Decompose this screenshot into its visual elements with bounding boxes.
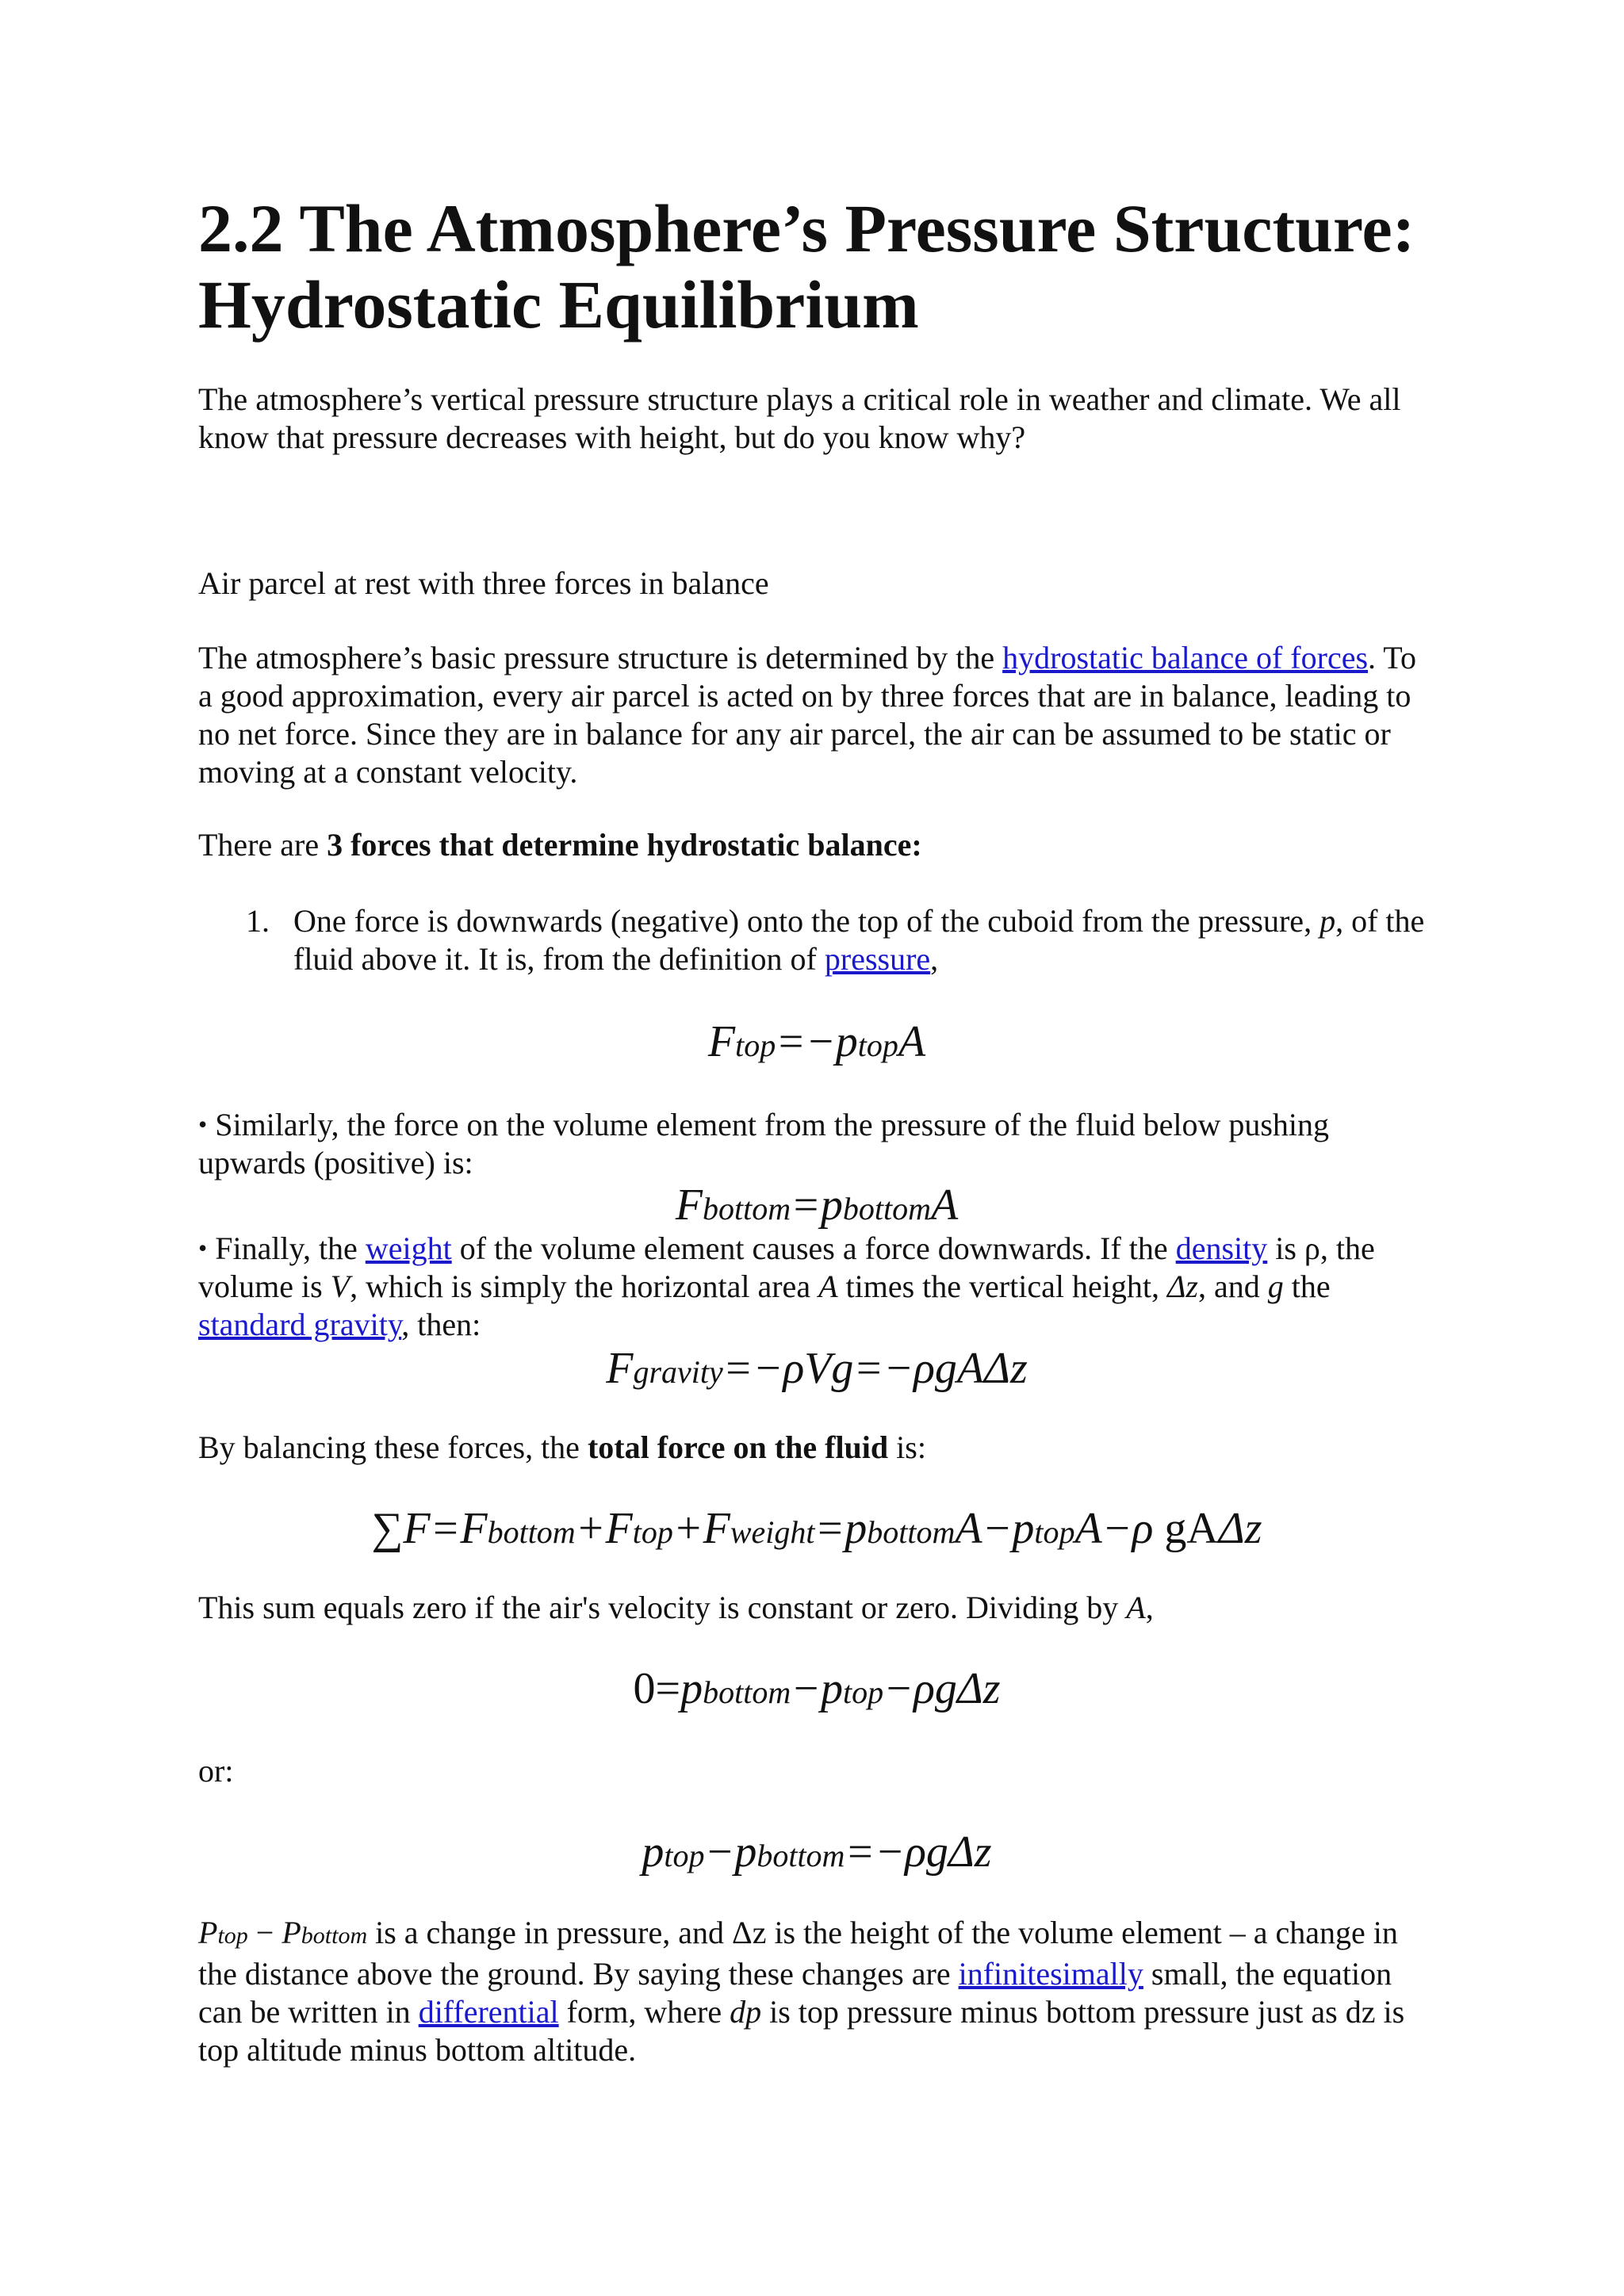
equation-total-force: [198, 1505, 1435, 1556]
or-text: or:: [198, 1753, 234, 1789]
subscript: bottom: [301, 1923, 368, 1949]
text: of the volume element causes a force downwards. If the: [451, 1230, 1176, 1266]
text: , which is simply the horizontal area: [350, 1269, 819, 1304]
text: By balancing these forces, the: [198, 1429, 588, 1465]
eq-subscript: bottom: [842, 1191, 932, 1226]
text: times the vertical height,: [837, 1269, 1167, 1304]
var-v: V: [330, 1269, 350, 1304]
eq-subscript: top: [843, 1674, 884, 1710]
figure-caption: Air parcel at rest with three forces in balance: [198, 565, 769, 601]
page-title: 2.2 The Atmosphere’s Pressure Structure: Hydrostatic Equilibrium: [198, 190, 1415, 342]
eq-subscript: bottom: [867, 1514, 956, 1550]
text: is a change in pressure, and Δz is the height of the volume element – a change in the distance above the ground. By saying these changes are: [198, 1915, 1398, 1992]
text: Finally, the: [215, 1230, 366, 1266]
text: ,: [930, 941, 939, 977]
equation-pressure-difference: [198, 1828, 1435, 1880]
eq-part: p: [820, 1181, 843, 1230]
text: This sum equals zero if the air's velocity is constant or zero. Dividing by: [198, 1590, 1127, 1625]
eq-part: −p: [704, 1827, 757, 1877]
eq-part: p: [835, 1017, 858, 1066]
link-standard-gravity[interactable]: standard gravity: [198, 1307, 402, 1342]
eq-part: A−p: [955, 1504, 1035, 1553]
eq-part: =−: [776, 1017, 836, 1066]
eq-part: +F: [575, 1504, 633, 1553]
list-item-1: [246, 902, 1435, 978]
var-p: p: [1320, 903, 1336, 939]
eq-part: A: [931, 1181, 959, 1230]
eq-part: p: [680, 1664, 703, 1713]
eq-subscript: top: [632, 1514, 673, 1550]
text: , of the fluid above it. It is, from the definition of: [293, 903, 1425, 977]
eq-subscript: top: [735, 1027, 776, 1063]
bullet-icon: •: [198, 1234, 208, 1262]
bold-text: total force on the fluid: [587, 1429, 889, 1465]
text: . To a good approximation, every air parcel is acted on by three forces that are in balance, leading to no net force. Since they are in balance for any air parcel, the air can be assumed to be static or moving at a constant velocity.: [198, 640, 1416, 790]
eq-subscript: top: [857, 1027, 898, 1063]
paragraph-balancing: [198, 1429, 1435, 1467]
bullet-finally: [198, 1229, 1435, 1344]
text: is top pressure minus bottom pressure just as dz is top altitude minus bottom altitude.: [198, 1994, 1405, 2068]
text: is ρ, the volume is: [198, 1230, 1375, 1304]
text: ,: [1145, 1590, 1154, 1625]
text: small, the equation can be written in: [198, 1956, 1392, 2030]
var-p: P: [282, 1915, 301, 1950]
eq-part: −p: [791, 1664, 844, 1713]
eq-part: =−ρVg=−ρgAΔz: [722, 1344, 1028, 1393]
var-a: A: [1126, 1590, 1146, 1625]
paragraph-sum-zero: [198, 1589, 1435, 1627]
eq-part: p: [642, 1827, 665, 1877]
eq-part: =: [791, 1181, 821, 1230]
var-a: A: [818, 1269, 838, 1304]
var-p: P: [198, 1915, 218, 1950]
paragraph-differential: [198, 1914, 1435, 2069]
eq-part: 0=: [633, 1664, 681, 1713]
text: the: [1283, 1269, 1331, 1304]
eq-part: F: [675, 1181, 703, 1230]
eq-part: =−ρgΔz: [845, 1827, 992, 1877]
eq-subscript: bottom: [756, 1838, 845, 1873]
text: is:: [888, 1429, 926, 1465]
link-hydrostatic-balance[interactable]: hydrostatic balance of forces: [1002, 640, 1369, 675]
var-g: g: [1267, 1269, 1284, 1304]
eq-part: A−ρ: [1074, 1504, 1154, 1553]
eq-part: F: [707, 1017, 736, 1066]
eq-subscript: weight: [730, 1514, 815, 1550]
text: The atmosphere’s basic pressure structure is determined by the: [198, 640, 1003, 675]
eq-subscript: gravity: [633, 1354, 723, 1390]
eq-subscript: top: [664, 1838, 705, 1873]
link-pressure[interactable]: pressure: [824, 941, 931, 977]
eq-part: A: [898, 1017, 926, 1066]
text: There are: [198, 827, 327, 863]
bold-text: 3 forces that determine hydrostatic balance:: [327, 827, 922, 863]
text: form, where: [558, 1994, 730, 2030]
link-differential[interactable]: differential: [418, 1994, 559, 2030]
paragraph-three-forces: [198, 826, 1435, 864]
eq-part: =p: [814, 1504, 868, 1553]
equation-f-bottom: [198, 1181, 1435, 1233]
text: One force is downwards (negative) onto the top of the cuboid from the pressure,: [293, 903, 1320, 939]
paragraph-hydrostatic: [198, 639, 1435, 791]
text: , and: [1198, 1269, 1268, 1304]
eq-part: F=F: [403, 1504, 488, 1553]
bullet-icon: •: [198, 1110, 208, 1138]
link-weight[interactable]: weight: [365, 1230, 452, 1266]
text: −: [247, 1915, 282, 1950]
sum-symbol: ∑: [371, 1504, 404, 1553]
equation-f-gravity: [198, 1345, 1435, 1396]
eq-part: −ρgΔz: [883, 1664, 1001, 1713]
var-dp: dp: [730, 1994, 762, 2030]
text: Similarly, the force on the volume element from the pressure of the fluid below pushing upwards (positive) is:: [198, 1107, 1330, 1181]
eq-subscript: bottom: [487, 1514, 576, 1550]
eq-part: +F: [672, 1504, 730, 1553]
eq-subscript: bottom: [703, 1674, 791, 1710]
equation-f-top: [198, 1018, 1435, 1070]
eq-subscript: top: [1034, 1514, 1075, 1550]
bullet-similarly: [198, 1105, 1435, 1182]
list-number: 1.: [246, 903, 270, 939]
intro-paragraph: The atmosphere’s vertical pressure structure plays a critical role in weather and climate. We all know that pressure decreases with height, but do you know why?: [198, 381, 1401, 455]
eq-part: gA: [1153, 1504, 1219, 1553]
var-dz: Δz: [1166, 1269, 1198, 1304]
equation-zero: [198, 1665, 1435, 1716]
text: , then:: [401, 1307, 481, 1342]
link-infinitesimally[interactable]: infinitesimally: [958, 1956, 1143, 1992]
eq-part: Δz: [1218, 1504, 1262, 1553]
subscript: top: [217, 1923, 248, 1949]
eq-subscript: bottom: [702, 1191, 791, 1226]
eq-part: F: [606, 1344, 634, 1393]
link-density[interactable]: density: [1175, 1230, 1268, 1266]
